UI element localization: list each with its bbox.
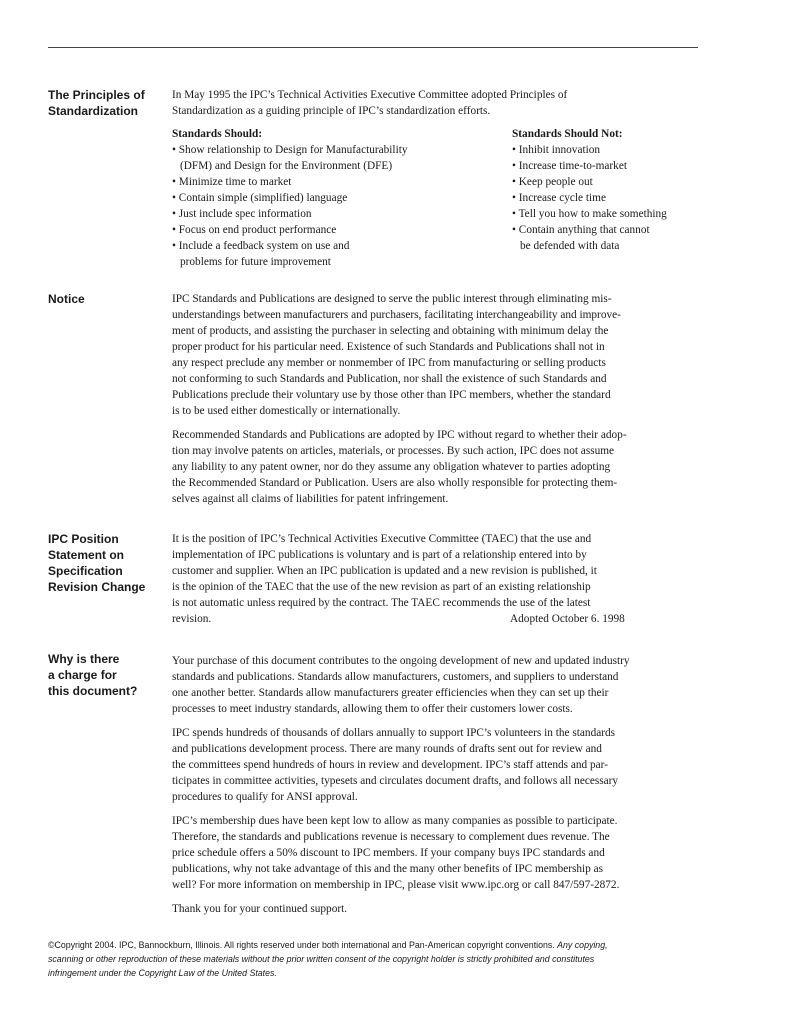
copyright-footer xyxy=(48,938,748,980)
principles-title-line: The Principles of xyxy=(48,88,145,102)
charge-closing-line: Thank you for your continued support. xyxy=(172,903,348,915)
position-title-line: Statement on xyxy=(48,548,125,562)
copyright-warning-text: scanning or other reproduction of these materials without the prior written consent of the copyright holder is strictly prohibited and constitutes xyxy=(48,954,595,964)
principles-intro-line: Standardization as a guiding principle of IPC’s standardization efforts. xyxy=(172,105,491,117)
charge-line: Therefore, the standards and publications revenue is necessary to complement dues revenue. The xyxy=(172,831,610,843)
list-item: be defended with data xyxy=(520,240,620,252)
notice-line: IPC Standards and Publications are designed to serve the public interest through eliminating mis- xyxy=(172,293,612,305)
list-item: (DFM) and Design for the Environment (DFE) xyxy=(180,160,393,172)
charge-line: price schedule offers a 50% discount to IPC members. If your company buys IPC standards and xyxy=(172,847,605,859)
list-item: • Inhibit innovation xyxy=(512,144,601,156)
position-title-line: Specification xyxy=(48,564,123,578)
principles-intro-line: In May 1995 the IPC’s Technical Activities Executive Committee adopted Principles of xyxy=(172,89,568,101)
charge-line: IPC spends hundreds of thousands of dollars annually to support IPC’s volunteers in the standards xyxy=(172,727,616,739)
charge-line: and publications development process. There are many rounds of drafts sent out for review and xyxy=(172,743,602,755)
notice-title-line: Notice xyxy=(48,292,85,306)
notice-line: any liability to any patent owner, nor do they assume any obligation whatever to parties adopting xyxy=(172,461,611,473)
position-statement-body xyxy=(172,531,712,627)
list-item: • Keep people out xyxy=(512,176,593,188)
copyright-text: ©Copyright 2004. IPC, Bannockburn, Illinois. All rights reserved under both international and Pan-American copyright conventions. xyxy=(48,940,555,950)
notice-line: Publications preclude their voluntary use by those other than IPC members, whether the standard xyxy=(172,389,611,401)
charge-line: the committees spend hundreds of hours in review and development. IPC’s staff attends and par- xyxy=(172,759,608,771)
adopted-date: Adopted October 6. 1998 xyxy=(510,613,625,625)
standards-should-heading: Standards Should: xyxy=(172,128,263,140)
principles-title-line: Standardization xyxy=(48,104,139,118)
list-item: • Tell you how to make something xyxy=(512,208,667,220)
charge-title-line: this document? xyxy=(48,684,138,698)
notice-body xyxy=(172,291,712,507)
standards-should-not-list xyxy=(512,126,667,254)
principles-title xyxy=(48,87,166,119)
charge-line: Your purchase of this document contributes to the ongoing development of new and updated industry xyxy=(172,655,630,667)
list-item: • Just include spec information xyxy=(172,208,312,220)
charge-line: procedures to qualify for ANSI approval. xyxy=(172,791,358,803)
list-item: • Show relationship to Design for Manufacturability xyxy=(172,144,408,156)
charge-body xyxy=(172,653,712,917)
charge-title-line: Why is there xyxy=(48,652,120,666)
notice-line: tion may involve patents on articles, materials, or processes. By such action, IPC does not assume xyxy=(172,445,615,457)
position-line: revision. xyxy=(172,613,212,625)
charge-title xyxy=(48,651,166,699)
position-line: is the opinion of the TAEC that the use of the new revision as part of an existing relationship xyxy=(172,581,591,593)
list-item: • Contain anything that cannot xyxy=(512,224,650,236)
position-line: implementation of IPC publications is voluntary and is part of a relationship entered into by xyxy=(172,549,587,561)
standards-should-list xyxy=(172,126,408,270)
list-item: • Increase cycle time xyxy=(512,192,606,204)
notice-line: proper product for his particular need. Existence of such Standards and Publications shall not in xyxy=(172,341,605,353)
notice-line: any respect preclude any member or nonmember of IPC from manufacturing or selling products xyxy=(172,357,606,369)
notice-line: is to be used either domestically or internationally. xyxy=(172,405,401,417)
list-item: • Include a feedback system on use and xyxy=(172,240,350,252)
charge-line: ticipates in committee activities, typesets and circulates document drafts, and follows all necessary xyxy=(172,775,619,787)
notice-line: selves against all claims of liabilities for patent infringement. xyxy=(172,493,449,505)
charge-title-line: a charge for xyxy=(48,668,117,682)
notice-title xyxy=(48,291,166,307)
position-line: is not automatic unless required by the contract. The TAEC recommends the use of the latest xyxy=(172,597,591,609)
charge-line: one another better. Standards allow manufacturers greater efficiencies when they can set up their xyxy=(172,687,609,699)
notice-line: Recommended Standards and Publications are adopted by IPC without regard to whether their adop- xyxy=(172,429,627,441)
notice-line: the Recommended Standard or Publication. Users are also wholly responsible for protecting them- xyxy=(172,477,618,489)
top-rule xyxy=(48,47,698,48)
principles-intro xyxy=(172,87,712,119)
position-line: It is the position of IPC’s Technical Activities Executive Committee (TAEC) that the use and xyxy=(172,533,592,545)
position-line: customer and supplier. When an IPC publication is updated and a new revision is published, it xyxy=(172,565,597,577)
position-statement-title xyxy=(48,531,166,595)
charge-line: processes to meet industry standards, allowing them to offer their customers lower costs. xyxy=(172,703,573,715)
notice-line: ment of products, and assisting the purchaser in selecting and obtaining with minimum delay the xyxy=(172,325,609,337)
charge-line: standards and publications. Standards allow manufacturers, customers, and suppliers to understand xyxy=(172,671,619,683)
charge-line: IPC’s membership dues have been kept low to allow as many companies as possible to participate. xyxy=(172,815,618,827)
standards-should-not-heading: Standards Should Not: xyxy=(512,128,623,140)
copyright-warning-text: Any copying, xyxy=(557,940,608,950)
notice-line: not conforming to such Standards and Publication, nor shall the existence of such Standards and xyxy=(172,373,607,385)
list-item: • Minimize time to market xyxy=(172,176,292,188)
list-item: • Contain simple (simplified) language xyxy=(172,192,348,204)
charge-line: publications, why not take advantage of this and the many other benefits of IPC membership as xyxy=(172,863,604,875)
charge-line: well? For more information on membership in IPC, please visit www.ipc.org or call 847/597-2872. xyxy=(172,879,620,891)
list-item: • Focus on end product performance xyxy=(172,224,337,236)
position-title-line: IPC Position xyxy=(48,532,119,546)
notice-line: understandings between manufacturers and purchasers, facilitating interchangeability and improve- xyxy=(172,309,621,321)
copyright-warning-text: infringement under the Copyright Law of the United States. xyxy=(48,968,277,978)
position-title-line: Revision Change xyxy=(48,580,146,594)
list-item: • Increase time-to-market xyxy=(512,160,627,172)
list-item: problems for future improvement xyxy=(180,256,331,268)
